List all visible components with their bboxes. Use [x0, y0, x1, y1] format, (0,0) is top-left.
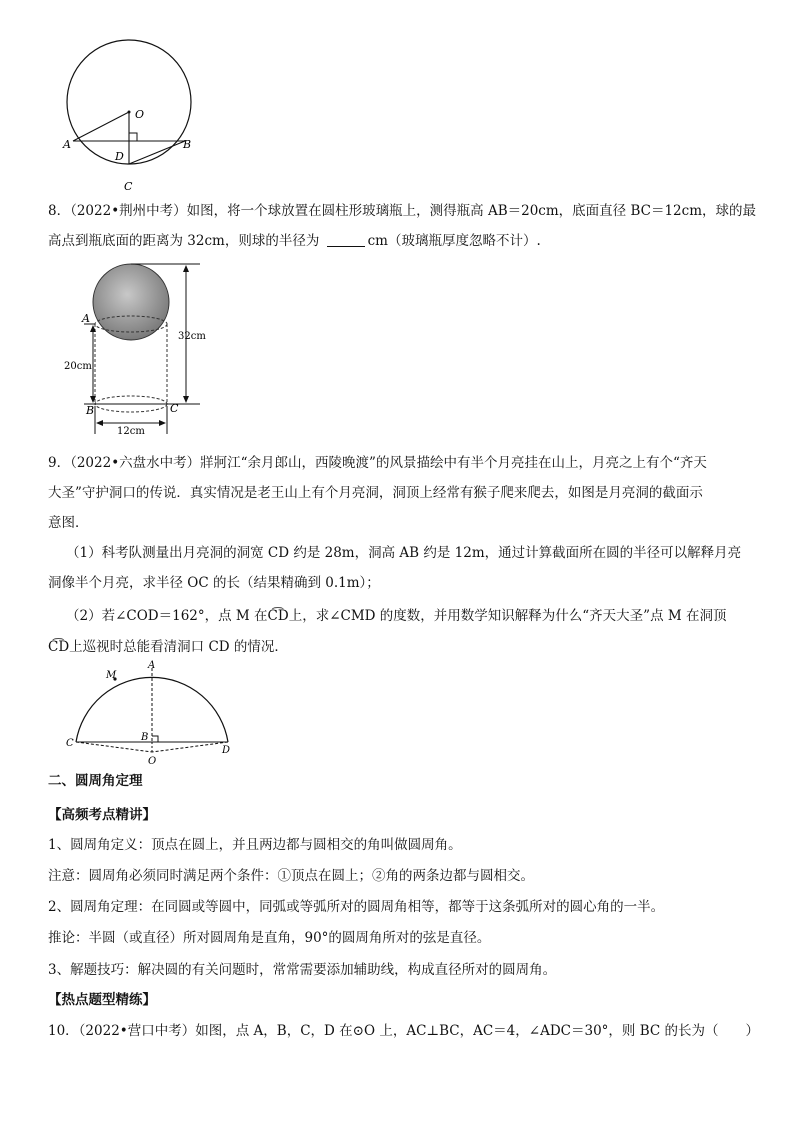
bracket-heading-1: 【高频考点精讲】	[48, 807, 156, 823]
corollary: 推论：半圆（或直径）所对圆周角是直角，90°的圆周角所对的弦是直径。	[48, 930, 491, 946]
q9-part1-line2: 洞像半个月亮，求半径 OC 的长（结果精确到 0.1m）；	[48, 575, 380, 591]
item-1: 1、圆周角定义：顶点在圆上，并且两边都与圆相交的角叫做圆周角。	[48, 837, 462, 853]
label-c: C	[170, 402, 179, 415]
note: 注意：圆周角必须同时满足两个条件：①顶点在圆上；②角的两条边都与圆相交。	[48, 868, 534, 884]
bracket-heading-2: 【热点题型精练】	[48, 992, 156, 1008]
q10-line1: 10．（2022•营口中考）如图，点 A，B，C，D 在⊙O 上，AC⊥BC，AC＝4，∠ADC＝30°，则 BC 的长为（ ）	[48, 1023, 759, 1039]
segment-cb	[129, 141, 185, 164]
label-b: B	[141, 732, 149, 743]
section-heading: 二、圆周角定理	[48, 773, 143, 789]
q9-line2: 大圣”守护洞口的传说．真实情况是老王山上有个月亮洞，洞顶上经常有猴子爬来爬去，如图是月亮洞的截面示	[48, 485, 703, 501]
segment-oa	[73, 112, 129, 141]
item-2: 2、圆周角定理：在同圆或等圆中，同弧或等弧所对的圆周角相等，都等于这条弧所对的圆心角的一半。	[48, 899, 665, 915]
q9-part2-line2: C͡D上巡视时总能看清洞口 CD 的情况．	[48, 639, 288, 655]
q8-line2-pre: 高点到瓶底面的距离为 32cm，则球的半径为	[48, 233, 324, 249]
q8-line2	[48, 226, 758, 256]
answer-blank	[327, 232, 365, 247]
dim-width: 12cm	[117, 426, 145, 437]
q8-line2-post: cm（玻璃瓶厚度忽略不计）.	[367, 233, 541, 249]
q9-line1: 9．（2022•六盘水中考）牂牁江“余月郎山，西陵晚渡”的风景描绘中有半个月亮挂在山上，月亮之上有个“齐天	[48, 455, 707, 471]
label-m: M	[106, 670, 117, 681]
moon-cave-figure	[62, 658, 242, 766]
label-o: O	[148, 756, 157, 766]
bottle-figure	[62, 262, 222, 438]
total-arrow-bottom	[183, 396, 189, 403]
right-angle-mark	[152, 736, 158, 742]
label-d: D	[222, 745, 231, 756]
label-c: C	[66, 738, 74, 749]
dim-height: 20cm	[64, 361, 92, 372]
right-angle-mark	[129, 133, 137, 141]
label-b: B	[86, 404, 95, 417]
segment-do	[152, 742, 228, 752]
label-b: B	[183, 138, 192, 151]
circle-figure	[60, 20, 200, 198]
dim-total: 32cm	[178, 331, 206, 342]
label-c: C	[124, 180, 133, 193]
label-a: A	[63, 138, 71, 151]
q9-part1-line1: （1）科考队测量出月亮洞的洞宽 CD 约是 28m，洞高 AB 约是 12m，通过计算截面所在圆的半径可以解释月亮	[66, 545, 742, 561]
sphere	[93, 264, 169, 340]
center-point	[128, 111, 131, 114]
width-arrow-right	[159, 420, 166, 426]
label-d: D	[115, 150, 124, 163]
total-arrow-top	[183, 265, 189, 272]
q9-line3: 意图．	[48, 515, 89, 531]
q9-part2-line1: （2）若∠COD＝162°，点 M 在C͡D上，求∠CMD 的度数，并用数学知识解释为什么“齐天大圣”点 M 在洞顶	[66, 608, 727, 624]
label-a: A	[148, 660, 156, 671]
label-a: A	[82, 312, 90, 325]
width-arrow-left	[96, 420, 103, 426]
segment-co	[76, 742, 152, 752]
label-o: O	[135, 108, 145, 121]
item-3: 3、解题技巧：解决圆的有关问题时，常常需要添加辅助线，构成直径所对的圆周角。	[48, 962, 557, 978]
q8-line1: 8．（2022•荆州中考）如图，将一个球放置在圆柱形玻璃瓶上，测得瓶高 AB＝20cm，底面直径 BC＝12cm，球的最	[48, 203, 756, 219]
